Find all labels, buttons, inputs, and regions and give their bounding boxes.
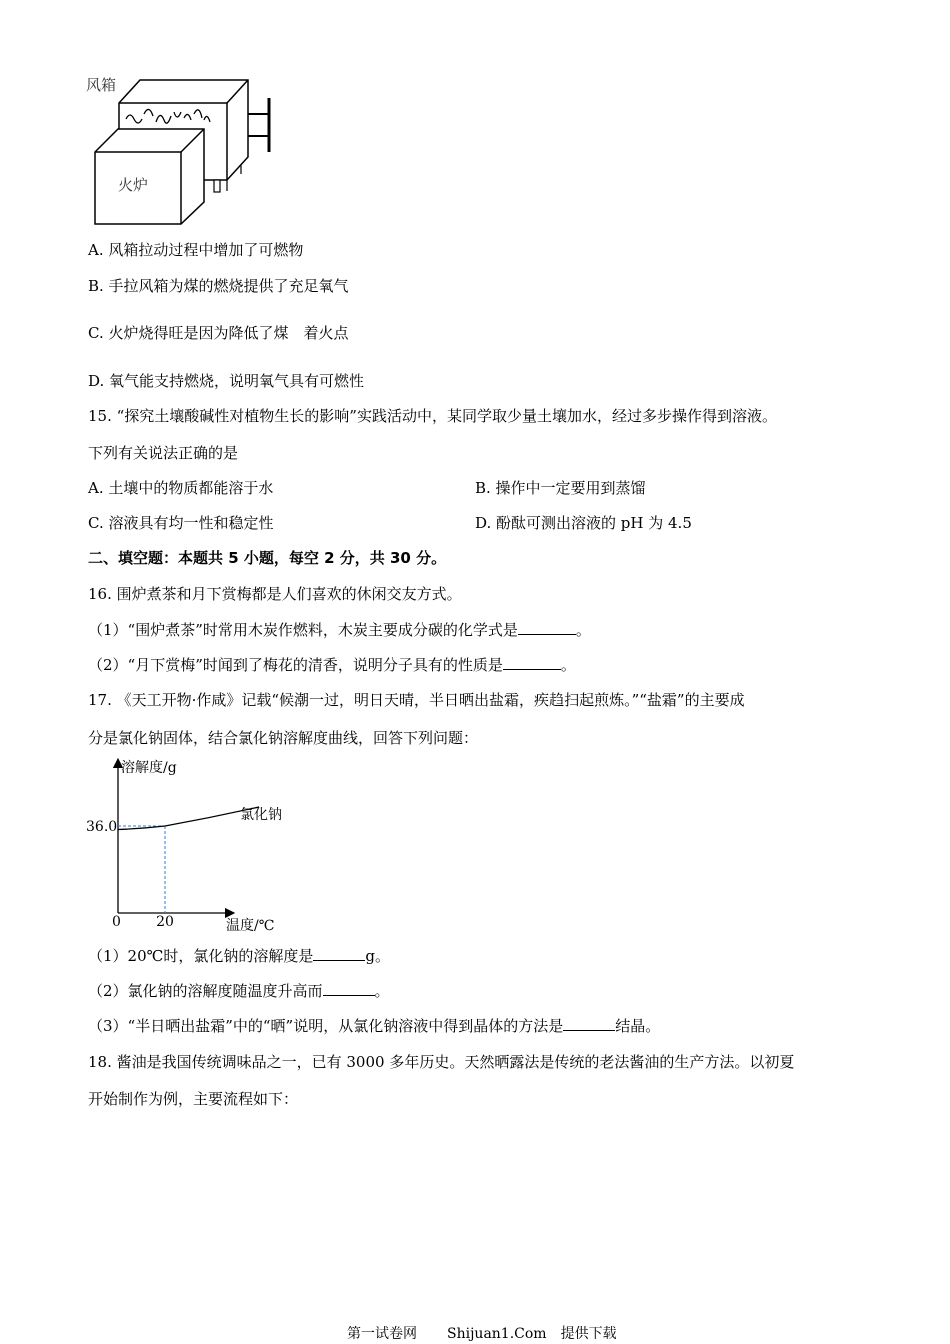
label-furnace: 火炉 [118, 176, 149, 194]
q17-part2 [88, 981, 390, 1001]
footer [347, 1324, 617, 1344]
q16-part1 [88, 620, 591, 640]
footer-site-en[interactable]: Shijuan1.Com [447, 1326, 547, 1342]
y-axis-label: 溶解度/g [121, 760, 177, 776]
q14-option-c: C. 火炉烧得旺是因为降低了煤 着火点 [88, 324, 349, 342]
q15-stem-line1: 15. “探究土壤酸碱性对植物生长的影响”实践活动中，某同学取少量土壤加水，经过多步操作得到溶液。 [88, 407, 777, 425]
q16-stem: 16. 围炉煮茶和月下赏梅都是人们喜欢的休闲交友方式。 [88, 585, 462, 603]
q14-option-a: A. 风箱拉动过程中增加了可燃物 [88, 241, 304, 259]
q15-option-b: B. 操作中一定要用到蒸馏 [475, 479, 646, 497]
bellows-furnace-drawing [86, 74, 286, 230]
label-bellows: 风箱 [86, 76, 117, 94]
x-axis-label: 温度/℃ [226, 918, 275, 934]
q17-stem-line2: 分是氯化钠固体，结合氯化钠溶解度曲线，回答下列问题： [88, 729, 479, 747]
q17-part2-end: 。 [374, 982, 390, 1000]
q16-part2 [88, 655, 576, 675]
q17-stem-line1: 17. 《天工开物·作咸》记载“候潮一过，明日天晴，半日晒出盐霜，疾趋扫起煎炼。”“盐霜”的主要成 [88, 691, 745, 709]
q17-part3-end: 结晶。 [615, 1017, 661, 1035]
q17-part3-text: （3）“半日晒出盐霜”中的“晒”说明，从氯化钠溶液中得到晶体的方法是 [88, 1017, 564, 1035]
q14-option-b: B. 手拉风箱为煤的燃烧提供了充足氧气 [88, 277, 349, 295]
section-heading: 二、填空题：本题共 5 小题，每空 2 分，共 30 分。 [88, 549, 447, 567]
figure-bellows [86, 74, 286, 230]
answer-blank[interactable] [563, 1016, 615, 1031]
answer-blank[interactable] [518, 620, 576, 635]
footer-site-cn: 第一试卷网 [347, 1326, 417, 1342]
q15-stem-line2: 下列有关说法正确的是 [88, 444, 239, 462]
answer-blank[interactable] [503, 655, 561, 670]
q16-part2-end: 。 [560, 656, 576, 674]
q16-part1-text: （1）“围炉煮茶”时常用木炭作燃料，木炭主要成分碳的化学式是 [88, 621, 518, 639]
series-label: 氯化钠 [240, 807, 282, 823]
y-tick-label: 36.0 [86, 819, 118, 835]
footer-download: 提供下载 [560, 1326, 617, 1342]
q15-option-a: A. 土壤中的物质都能溶于水 [88, 479, 274, 497]
answer-blank[interactable] [313, 946, 365, 961]
x-tick-label-0: 0 [112, 914, 121, 930]
q17-part3 [88, 1016, 660, 1036]
q16-part1-end: 。 [575, 621, 591, 639]
q17-part1 [88, 946, 390, 966]
q17-part1-end: g。 [365, 947, 391, 965]
q17-part2-text: （2）氯化钠的溶解度随温度升高而 [88, 982, 323, 1000]
q17-part1-text: （1）20℃时，氯化钠的溶解度是 [88, 947, 314, 965]
q15-option-d: D. 酚酞可测出溶液的 pH 为 4.5 [475, 514, 692, 532]
q14-option-d: D. 氧气能支持燃烧，说明氧气具有可燃性 [88, 372, 365, 390]
q18-stem-line2: 开始制作为例，主要流程如下： [88, 1090, 299, 1108]
answer-blank[interactable] [323, 981, 375, 996]
solubility-chart [80, 755, 310, 935]
q16-part2-text: （2）“月下赏梅”时闻到了梅花的清香，说明分子具有的性质是 [88, 656, 503, 674]
q15-option-c: C. 溶液具有均一性和稳定性 [88, 514, 274, 532]
solubility-chart-svg [80, 755, 310, 935]
q18-stem-line1: 18. 酱油是我国传统调味品之一，已有 3000 多年历史。天然晒露法是传统的老法酱油的生产方法。以初夏 [88, 1053, 795, 1071]
x-tick-label-20: 20 [156, 914, 174, 930]
